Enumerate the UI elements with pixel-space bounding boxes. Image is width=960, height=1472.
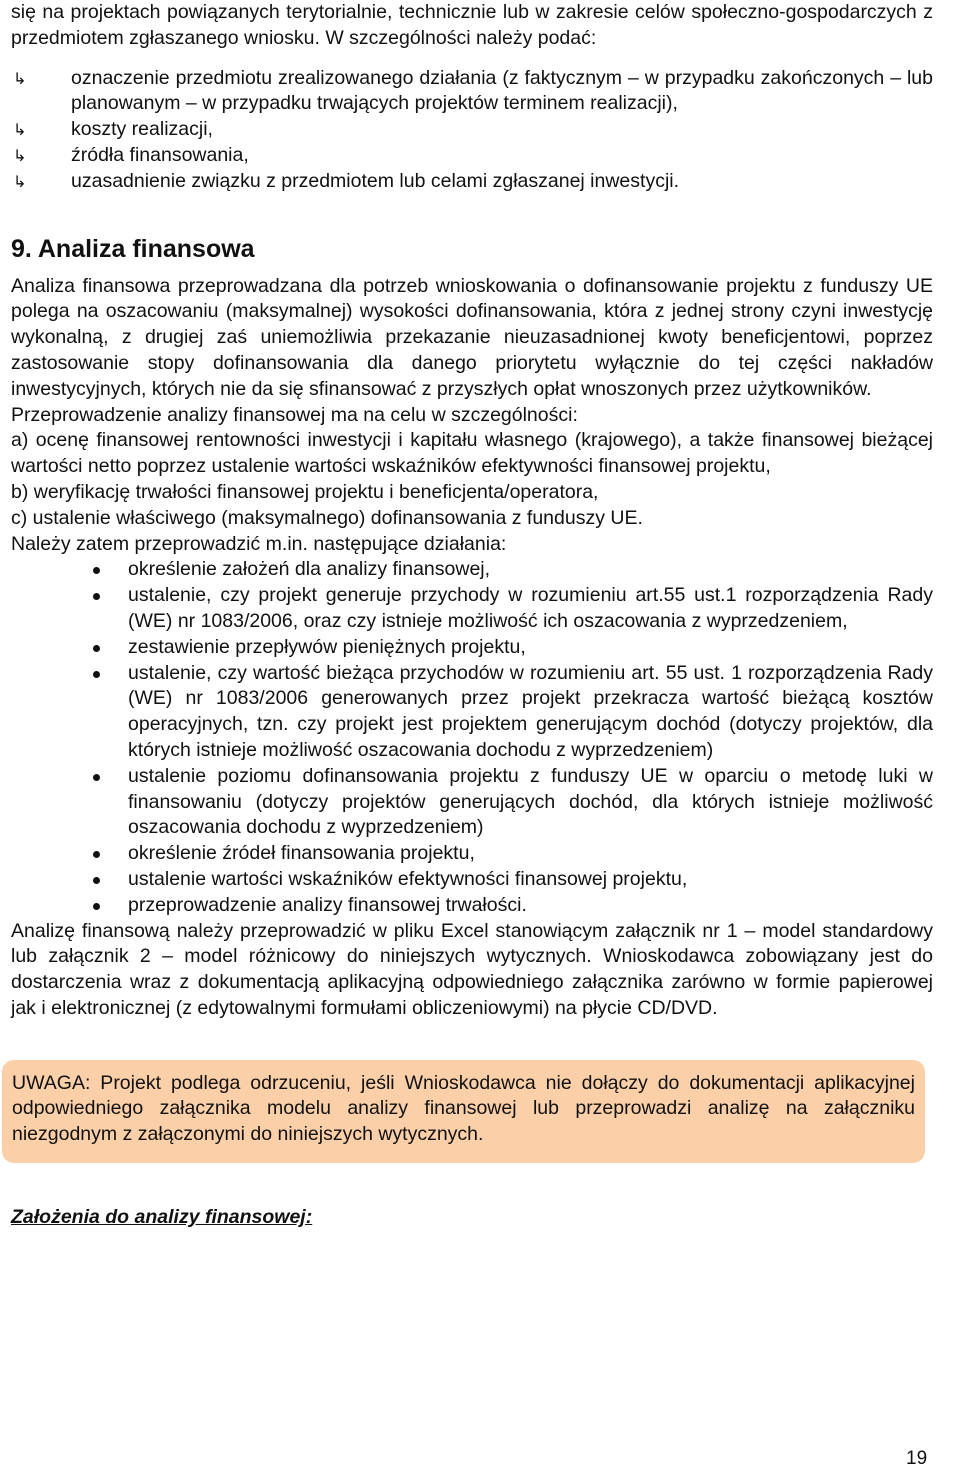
list-item: ↳ źródła finansowania, (11, 143, 933, 169)
warning-box (2, 1060, 925, 1163)
bullet-dot-icon (93, 774, 100, 781)
paragraph-analysis-goals: Przeprowadzenie analizy finansowej ma na celu w szczególności: (11, 403, 578, 426)
bullet-dot-icon (93, 877, 100, 884)
hooked-arrow-icon: ↳ (13, 145, 27, 165)
list-item: ustalenie wartości wskaźników efektywności finansowej projektu, (11, 867, 933, 893)
hooked-arrow-icon: ↳ (13, 120, 27, 140)
bullet-list (11, 557, 933, 918)
bullet-dot-icon (93, 567, 100, 574)
section-heading: 9. Analiza finansowa (11, 234, 255, 263)
bullet-dot-icon (93, 593, 100, 600)
document-page (11, 0, 933, 1231)
paragraph-goal-a: a) ocenę finansowej rentowności inwestycji i kapitału własnego (krajowego), a także finansowej bieżącej wartości netto poprzez ustalenie wartości wskaźników efektywności finansowej projektu, (11, 429, 933, 478)
bullet-dot-icon (93, 645, 100, 652)
hooked-arrow-icon: ↳ (13, 68, 27, 88)
list-item: ustalenie, czy projekt generuje przychody w rozumieniu art.55 ust.1 rozporządzenia Rady (WE) nr 1083/2006, oraz czy istnieje możliwość ich oszacowania z wyprzedzeniem, (11, 583, 933, 635)
list-item: ustalenie poziomu dofinansowania projektu z funduszy UE w oparciu o metodę luki w finansowaniu (dotyczy projektów generujących dochód, dla których istnieje możliwość oszacowania dochodu z wyprzedzeniem) (11, 764, 933, 841)
paragraph-excel-attachment: Analizę finansową należy przeprowadzić w pliku Excel stanowiącym załącznik nr 1 – model standardowy lub załącznik 2 – model różnicowy do niniejszych wytycznych. Wnioskodawca zobowiązany jest do dostarczenia wraz z dokumentacją aplikacyjną odpowiedniego załącznika zarówno w formie papierowej jak i elektronicznej (z edytowalnymi formułami obliczeniowymi) na płycie CD/DVD. (11, 919, 933, 1019)
bullet-dot-icon (93, 671, 100, 678)
intro-paragraph: się na projektach powiązanych terytorialnie, technicznie lub w zakresie celów społeczno-gospodarczych z przedmiotem zgłaszanego wniosku. W szczególności należy podać: (11, 1, 933, 49)
list-item: zestawienie przepływów pieniężnych projektu, (11, 635, 933, 661)
paragraph-goal-c: c) ustalenie właściwego (maksymalnego) dofinansowania z funduszy UE. (11, 506, 643, 529)
page-number: 19 (906, 1448, 928, 1469)
list-item: przeprowadzenie analizy finansowej trwałości. (11, 893, 933, 919)
list-item: ↳ uzasadnienie związku z przedmiotem lub celami zgłaszanej inwestycji. (11, 169, 933, 195)
hooked-arrow-icon: ↳ (13, 171, 27, 191)
list-item: określenie źródeł finansowania projektu, (11, 841, 933, 867)
arrow-list (11, 66, 933, 195)
paragraph-actions-intro: Należy zatem przeprowadzić m.in. następujące działania: (11, 532, 507, 555)
list-item: określenie założeń dla analizy finansowej, (11, 557, 933, 583)
paragraph-goal-b: b) weryfikację trwałości finansowej projektu i beneficjenta/operatora, (11, 480, 599, 503)
subheading-assumptions: Założenia do analizy finansowej: (11, 1206, 313, 1229)
list-item: ustalenie, czy wartość bieżąca przychodów w rozumieniu art. 55 ust. 1 rozporządzenia Rady (WE) nr 1083/2006 generowanych przez projekt przekracza wartość bieżącą kosztów operacyjnych, tzn. czy projekt jest projektem generującym dochód (dotyczy projektów, dla których istnieje możliwość oszacowania dochodu z wyprzedzeniem) (11, 661, 933, 764)
warning-text: UWAGA: Projekt podlega odrzuceniu, jeśli Wnioskodawca nie dołączy do dokumentacji aplikacyjnej odpowiedniego załącznika modelu analizy finansowej lub przeprowadzi analizę na załączniku niezgodnym z załączonymi do niniejszych wytycznych. (12, 1071, 915, 1146)
bullet-dot-icon (93, 903, 100, 910)
list-item: ↳ koszty realizacji, (11, 117, 933, 143)
bullet-dot-icon (93, 851, 100, 858)
paragraph-analysis-definition: Analiza finansowa przeprowadzana dla potrzeb wnioskowania o dofinansowanie projektu z funduszy UE polega na oszacowaniu (maksymalnej) wysokości dofinansowania, która z jednej strony czyni inwestycję wykonalną, z drugiej zaś uniemożliwia przekazanie nieuzasadnionej kwoty beneficjentowi, poprzez zastosowanie stopy dofinansowania dla danego priorytetu wyłącznie do tej części nakładów inwestycyjnych, których nie da się sfinansować z przyszłych opłat wnoszonych przez użytkowników. (11, 274, 933, 400)
list-item: ↳ oznaczenie przedmiotu zrealizowanego działania (z faktycznym – w przypadku zakończonych – lub planowanym – w przypadku trwających projektów terminem realizacji), (13, 66, 933, 115)
